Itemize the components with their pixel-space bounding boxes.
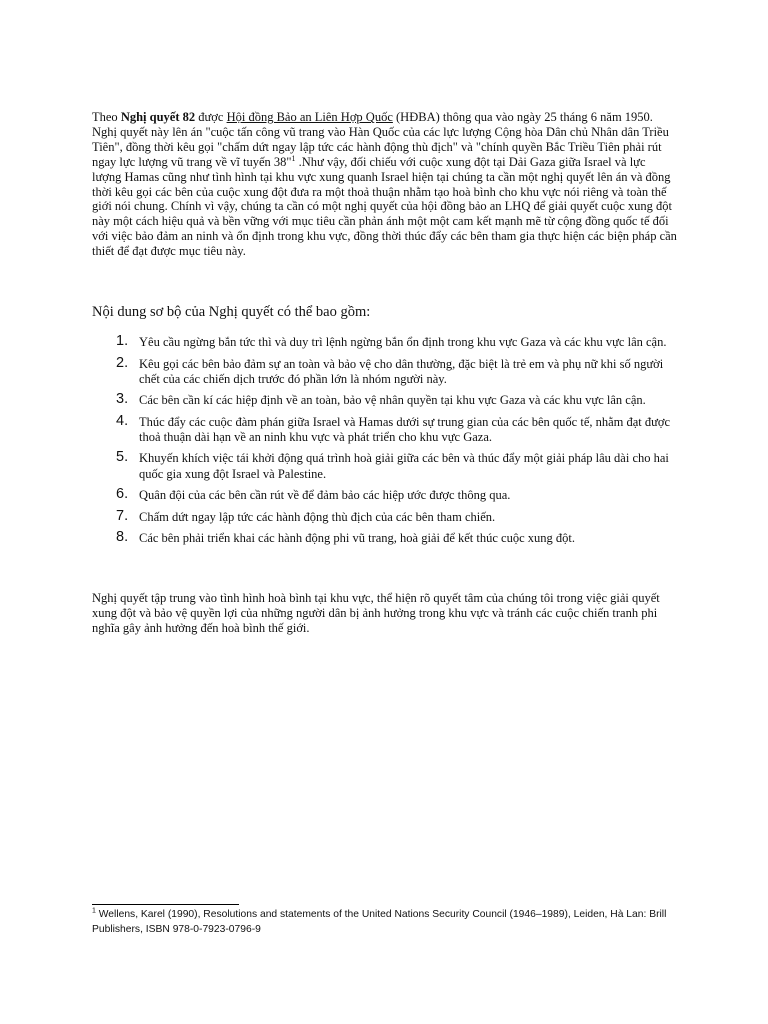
list-item-text: Khuyến khích việc tái khởi động quá trình hoà giải giữa các bên và thúc đẩy một giải pháp lâu dài cho hai quốc gia xung đột Israel và Palestine. bbox=[139, 451, 669, 481]
list-item-text: Kêu gọi các bên bảo đảm sự an toàn và bảo vệ cho dân thường, đặc biệt là trẻ em và phụ nữ khi số người chết của các chiến dịch trước đó phần lớn là nhóm người này. bbox=[139, 356, 664, 386]
list-item-number: 3. bbox=[116, 391, 129, 408]
intro-paragraph bbox=[92, 110, 677, 259]
list-item bbox=[92, 451, 677, 481]
list-item-text: Các bên cần kí các hiệp định về an toàn, bảo vệ nhân quyền tại khu vực Gaza và các khu vực lân cận. bbox=[139, 393, 646, 408]
footnote-text: Wellens, Karel (1990), Resolutions and statements of the United Nations Security Council (1946–1989), Leiden, Hà Lan: Brill Publishers, ISBN 978-0-7923-0796-9 bbox=[92, 909, 667, 935]
list-item-text: Thúc đẩy các cuộc đàm phán giữa Israel và Hamas dưới sự trung gian của các bên quốc tế, nhằm đạt được thoả thuận dài hạn về an ninh khu vực và phát triển cho khu vực Gaza. bbox=[139, 414, 671, 444]
intro-text-3: (HĐBA) thông qua vào ngày 25 tháng 6 năm 1950. Nghị quyết này lên án "cuộc tấn công vũ trang vào Hàn Quốc của các lực lượng Cộng hòa Dân chủ Nhân dân Triều Tiên", đồng thời kêu gọi "chấm dứt ngay lập tức các hành động thù địch" và "chính quyền Bắc Triều Tiên phải rút ngay lực lượng vũ trang về vĩ tuyến 38" bbox=[92, 110, 669, 169]
list-item-text: Quân đội của các bên cần rút về để đảm bảo các hiệp ước được thông qua. bbox=[139, 488, 511, 503]
intro-text-1: Theo bbox=[92, 110, 121, 124]
footnote bbox=[92, 907, 677, 937]
list-item-number: 2. bbox=[116, 354, 129, 371]
closing-paragraph: Nghị quyết tập trung vào tình hình hoà bình tại khu vực, thể hiện rõ quyết tâm của chúng tôi trong việc giải quyết xung đột và bảo vệ quyền lợi của những người dân bị ảnh hưởng trong khu vực và tránh các cuộc chiến tranh phi nghĩa gây ảnh hưởng đến hoà bình thế giới. bbox=[92, 591, 660, 635]
intro-text-4: .Như vậy, đối chiếu với cuộc xung đột tại Dải Gaza giữa Israel và lực lượng Hamas cũng như tình hình tại khu vực xung quanh Israel hiện tại chúng ta cần một nghị quyết lên án và đồng thời kêu gọi các bên của cuộc xung đột đưa ra một thoả thuận nhằm tạo hoà bình cho khu vực nói riêng và toàn thế giới nói chung. Chính vì vậy, chúng ta cần có một nghị quyết của hội đồng bảo an LHQ để giải quyết cuộc xung đột này một cách hiệu quả và bền vững với mục tiêu cần phản ánh một một cam kết mạnh mẽ từ cộng đồng quốc tế đối với việc bảo đảm an ninh và ổn định trong khu vực, đồng thời thúc đẩy các bên tham gia thực hiện các biện pháp cần thiết để đạt được mục tiêu này. bbox=[92, 154, 677, 259]
list-item bbox=[92, 412, 677, 445]
list-item-text: Chấm dứt ngay lập tức các hành động thù địch của các bên tham chiến. bbox=[139, 509, 496, 524]
list-item bbox=[92, 507, 677, 525]
intro-text-2: được bbox=[195, 110, 227, 124]
list-item-number: 4. bbox=[116, 412, 129, 429]
resolution-name: Nghị quyết 82 bbox=[120, 110, 196, 124]
section-heading: Nội dung sơ bộ của Nghị quyết có thể bao gồm: bbox=[92, 304, 371, 320]
list-item-number: 1. bbox=[116, 333, 129, 349]
list-item-text: Các bên phải triển khai các hành động phi vũ trang, hoà giải để kết thúc cuộc xung đột. bbox=[139, 531, 575, 546]
resolution-content-list bbox=[92, 335, 677, 553]
list-item bbox=[92, 531, 677, 546]
list-item-number: 8. bbox=[116, 529, 129, 546]
list-item bbox=[92, 393, 677, 408]
list-item-number: 6. bbox=[116, 486, 129, 503]
list-item-number: 5. bbox=[116, 449, 129, 466]
list-item-number: 7. bbox=[116, 507, 129, 524]
footnote-reference[interactable]: 1 bbox=[291, 153, 296, 163]
list-item-text: Yêu cầu ngừng bắn tức thì và duy trì lệnh ngừng bắn ổn định trong khu vực Gaza và các khu vực lân cận. bbox=[139, 335, 667, 349]
footnote-separator bbox=[92, 904, 239, 905]
council-link[interactable]: Hội đồng Bảo an Liên Hợp Quốc bbox=[226, 110, 393, 124]
list-item bbox=[92, 488, 677, 503]
footnote-marker: 1 bbox=[92, 907, 96, 915]
list-item bbox=[92, 335, 677, 350]
list-item bbox=[92, 354, 677, 387]
